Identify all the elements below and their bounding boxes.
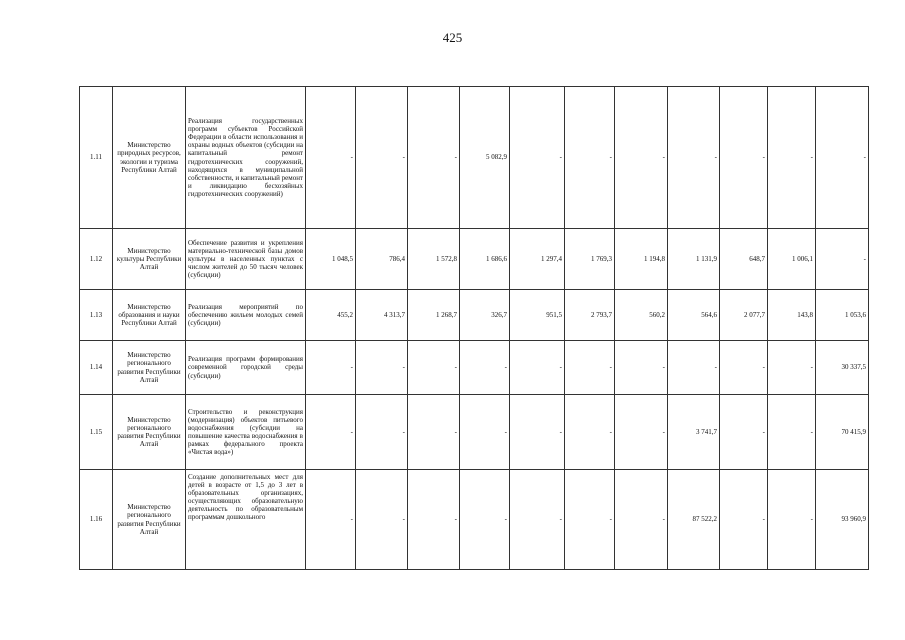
- value-cell: 143,8: [768, 290, 816, 341]
- value-cell: -: [768, 341, 816, 395]
- value-cell: 1 053,6: [816, 290, 869, 341]
- value-cell: -: [816, 229, 869, 290]
- value-cell: 1 268,7: [408, 290, 460, 341]
- ministry-cell: Министерство природных ресурсов, экологии и туризма Республики Алтай: [113, 87, 186, 229]
- value-cell: -: [668, 341, 720, 395]
- value-cell: -: [768, 395, 816, 470]
- page-number: 425: [442, 30, 463, 45]
- value-cell: 1 769,3: [565, 229, 615, 290]
- value-cell: 1 686,6: [460, 229, 510, 290]
- table-row: [80, 470, 869, 570]
- value-cell: -: [306, 395, 356, 470]
- row-code: 1.11: [80, 87, 113, 229]
- value-cell: 1 131,9: [668, 229, 720, 290]
- value-cell: 93 960,9: [816, 470, 869, 570]
- table-row: [80, 290, 869, 341]
- ministry-cell: Министерство регионального развития Республики Алтай: [113, 470, 186, 570]
- value-cell: -: [306, 470, 356, 570]
- value-cell: -: [720, 395, 768, 470]
- value-cell: -: [356, 470, 408, 570]
- value-cell: 2 077,7: [720, 290, 768, 341]
- description-text: Создание дополнительных мест для детей в возрасте от 1,5 до 3 лет в образовательных организациях, осуществляющих образовательную деятельность по образовательным программам дошкольного: [188, 473, 303, 522]
- value-cell: 1 297,4: [510, 229, 565, 290]
- description-cell: Реализация мероприятий по обеспечению жильем молодых семей (субсидии): [186, 290, 306, 341]
- value-cell: -: [408, 395, 460, 470]
- table-row: [80, 87, 869, 229]
- description-cell: Реализация программ формирования современной городской среды (субсидии): [186, 341, 306, 395]
- value-cell: -: [565, 395, 615, 470]
- value-cell: 3 741,7: [668, 395, 720, 470]
- description-cell: [186, 470, 306, 570]
- value-cell: -: [408, 341, 460, 395]
- value-cell: 564,6: [668, 290, 720, 341]
- value-cell: -: [460, 470, 510, 570]
- row-code: 1.12: [80, 229, 113, 290]
- description-cell: Строительство и реконструкция (модернизация) объектов питьевого водоснабжения (субсидии на повышение качества водоснабжения в рамках федерального проекта «Чистая вода»): [186, 395, 306, 470]
- value-cell: -: [720, 87, 768, 229]
- value-cell: 5 082,9: [460, 87, 510, 229]
- value-cell: -: [460, 395, 510, 470]
- value-cell: 70 415,9: [816, 395, 869, 470]
- row-code: 1.15: [80, 395, 113, 470]
- value-cell: 648,7: [720, 229, 768, 290]
- value-cell: 1 006,1: [768, 229, 816, 290]
- value-cell: -: [510, 341, 565, 395]
- value-cell: 1 572,8: [408, 229, 460, 290]
- value-cell: -: [615, 87, 668, 229]
- value-cell: -: [356, 341, 408, 395]
- description-cell: Реализация государственных программ субъектов Российской Федерации в области использования и охраны водных объектов (субсидии на капитальный ремонт гидротехнических сооружений, находящихся в муниципальной собственности, и капитальный ремонт и ликвидацию бесхозяйных гидротехнических сооружений): [186, 87, 306, 229]
- ministry-cell: Министерство культуры Республики Алтай: [113, 229, 186, 290]
- value-cell: -: [768, 470, 816, 570]
- description-cell: Обеспечение развития и укрепления материально-технической базы домов культуры в населенных пунктах с числом жителей до 50 тысяч человек (субсидии): [186, 229, 306, 290]
- value-cell: -: [720, 470, 768, 570]
- table-row: [80, 395, 869, 470]
- value-cell: 455,2: [306, 290, 356, 341]
- value-cell: 951,5: [510, 290, 565, 341]
- value-cell: -: [768, 87, 816, 229]
- value-cell: -: [565, 341, 615, 395]
- value-cell: -: [408, 87, 460, 229]
- value-cell: 2 793,7: [565, 290, 615, 341]
- value-cell: -: [460, 341, 510, 395]
- value-cell: 786,4: [356, 229, 408, 290]
- value-cell: -: [816, 87, 869, 229]
- value-cell: -: [510, 470, 565, 570]
- ministry-cell: Министерство регионального развития Республики Алтай: [113, 395, 186, 470]
- value-cell: 560,2: [615, 290, 668, 341]
- table-row: [80, 229, 869, 290]
- value-cell: -: [565, 470, 615, 570]
- value-cell: -: [615, 470, 668, 570]
- budget-table: [79, 86, 869, 570]
- row-code: 1.14: [80, 341, 113, 395]
- ministry-cell: Министерство образования и науки Республики Алтай: [113, 290, 186, 341]
- value-cell: 4 313,7: [356, 290, 408, 341]
- row-code: 1.13: [80, 290, 113, 341]
- value-cell: -: [615, 395, 668, 470]
- value-cell: -: [306, 341, 356, 395]
- row-code: 1.16: [80, 470, 113, 570]
- value-cell: -: [615, 341, 668, 395]
- value-cell: -: [510, 395, 565, 470]
- value-cell: -: [720, 341, 768, 395]
- value-cell: -: [408, 470, 460, 570]
- value-cell: 30 337,5: [816, 341, 869, 395]
- table-row: [80, 341, 869, 395]
- value-cell: -: [668, 87, 720, 229]
- value-cell: -: [510, 87, 565, 229]
- value-cell: -: [306, 87, 356, 229]
- value-cell: -: [356, 395, 408, 470]
- value-cell: 326,7: [460, 290, 510, 341]
- value-cell: -: [356, 87, 408, 229]
- value-cell: -: [565, 87, 615, 229]
- value-cell: 1 194,8: [615, 229, 668, 290]
- value-cell: 87 522,2: [668, 470, 720, 570]
- value-cell: 1 048,5: [306, 229, 356, 290]
- ministry-cell: Министерство регионального развития Республики Алтай: [113, 341, 186, 395]
